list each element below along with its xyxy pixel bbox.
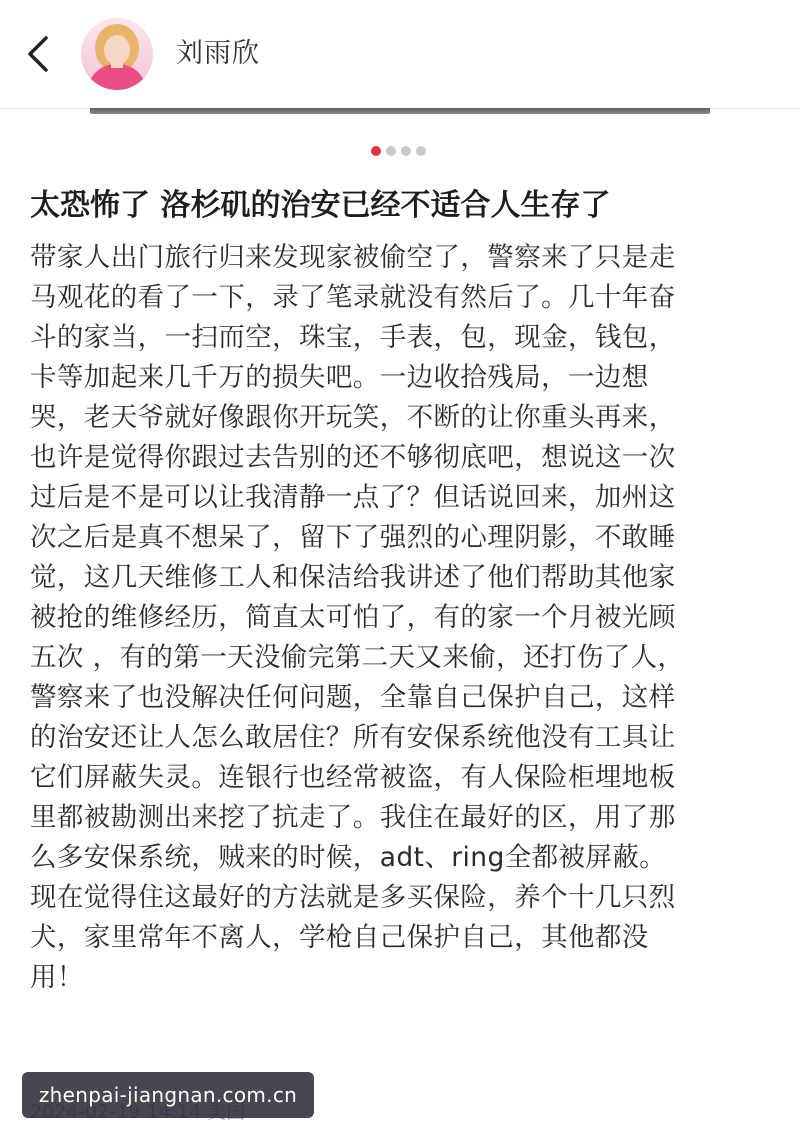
body-line: 斗的家当，一扫而空，珠宝，手表，包，现金，钱包， xyxy=(30,322,676,353)
body-line: 犬，家里常年不离人，学枪自己保护自己，其他都没 xyxy=(30,922,649,953)
avatar-image xyxy=(81,18,153,90)
chevron-left-icon xyxy=(18,30,62,78)
body-line: 次之后是真不想呆了，留下了强烈的心理阴影，不敢睡 xyxy=(30,522,676,553)
body-line: 五次 ，有的第一天没偷完第二天又来偷，还打伤了人， xyxy=(30,642,685,673)
body-line: 带家人出门旅行归来发现家被偷空了，警察来了只是走 xyxy=(30,242,676,273)
body-line: 的治安还让人怎么敢居住？所有安保系统他没有工具让 xyxy=(30,722,676,753)
body-line: 觉，这几天维修工人和保洁给我讲述了他们帮助其他家 xyxy=(30,562,676,593)
body-line: 用！ xyxy=(30,962,84,993)
body-line: 被抢的维修经历，简直太可怕了，有的家一个月被光顾 xyxy=(30,602,676,633)
body-line: 么多安保系统，贼来的时候，adt、ring全都被屏蔽。 xyxy=(30,842,667,873)
pager-dot-4[interactable] xyxy=(416,146,426,156)
body-line: 也许是觉得你跟过去告别的还不够彻底吧，想说这一次 xyxy=(30,442,676,473)
body-line: 马观花的看了一下，录了笔录就没有然后了。几十年奋 xyxy=(30,282,676,313)
body-line: 现在觉得住这最好的方法就是多买保险，养个十几只烈 xyxy=(30,882,676,913)
body-line: 里都被勘测出来挖了抗走了。我住在最好的区，用了那 xyxy=(30,802,676,833)
body-line: 它们屏蔽失灵。连银行也经常被盗，有人保险柜埋地板 xyxy=(30,762,676,793)
pager-dot-1[interactable] xyxy=(371,146,381,156)
body-line: 卡等加起来几千万的损失吧。一边收拾残局，一边想 xyxy=(30,362,649,393)
pager-dot-3[interactable] xyxy=(401,146,411,156)
back-button[interactable] xyxy=(18,30,62,78)
pager-dot-2[interactable] xyxy=(386,146,396,156)
body-line: 警察来了也没解决任何问题，全靠自己保护自己，这样 xyxy=(30,682,676,713)
body-line: 过后是不是可以让我清静一点了？但话说回来，加州这 xyxy=(30,482,676,513)
gallery-pager xyxy=(371,146,426,156)
post-title: 太恐怖了 洛杉矶的治安已经不适合人生存了 xyxy=(30,188,611,223)
watermark-label: zhenpai-jiangnan.com.cn xyxy=(22,1072,314,1118)
avatar[interactable] xyxy=(81,18,153,90)
post-body xyxy=(30,238,780,998)
top-bar xyxy=(0,0,800,109)
author-name[interactable]: 刘雨欣 xyxy=(176,38,260,69)
media-image-edge[interactable] xyxy=(90,108,710,114)
body-line: 哭，老天爷就好像跟你开玩笑，不断的让你重头再来， xyxy=(30,402,676,433)
